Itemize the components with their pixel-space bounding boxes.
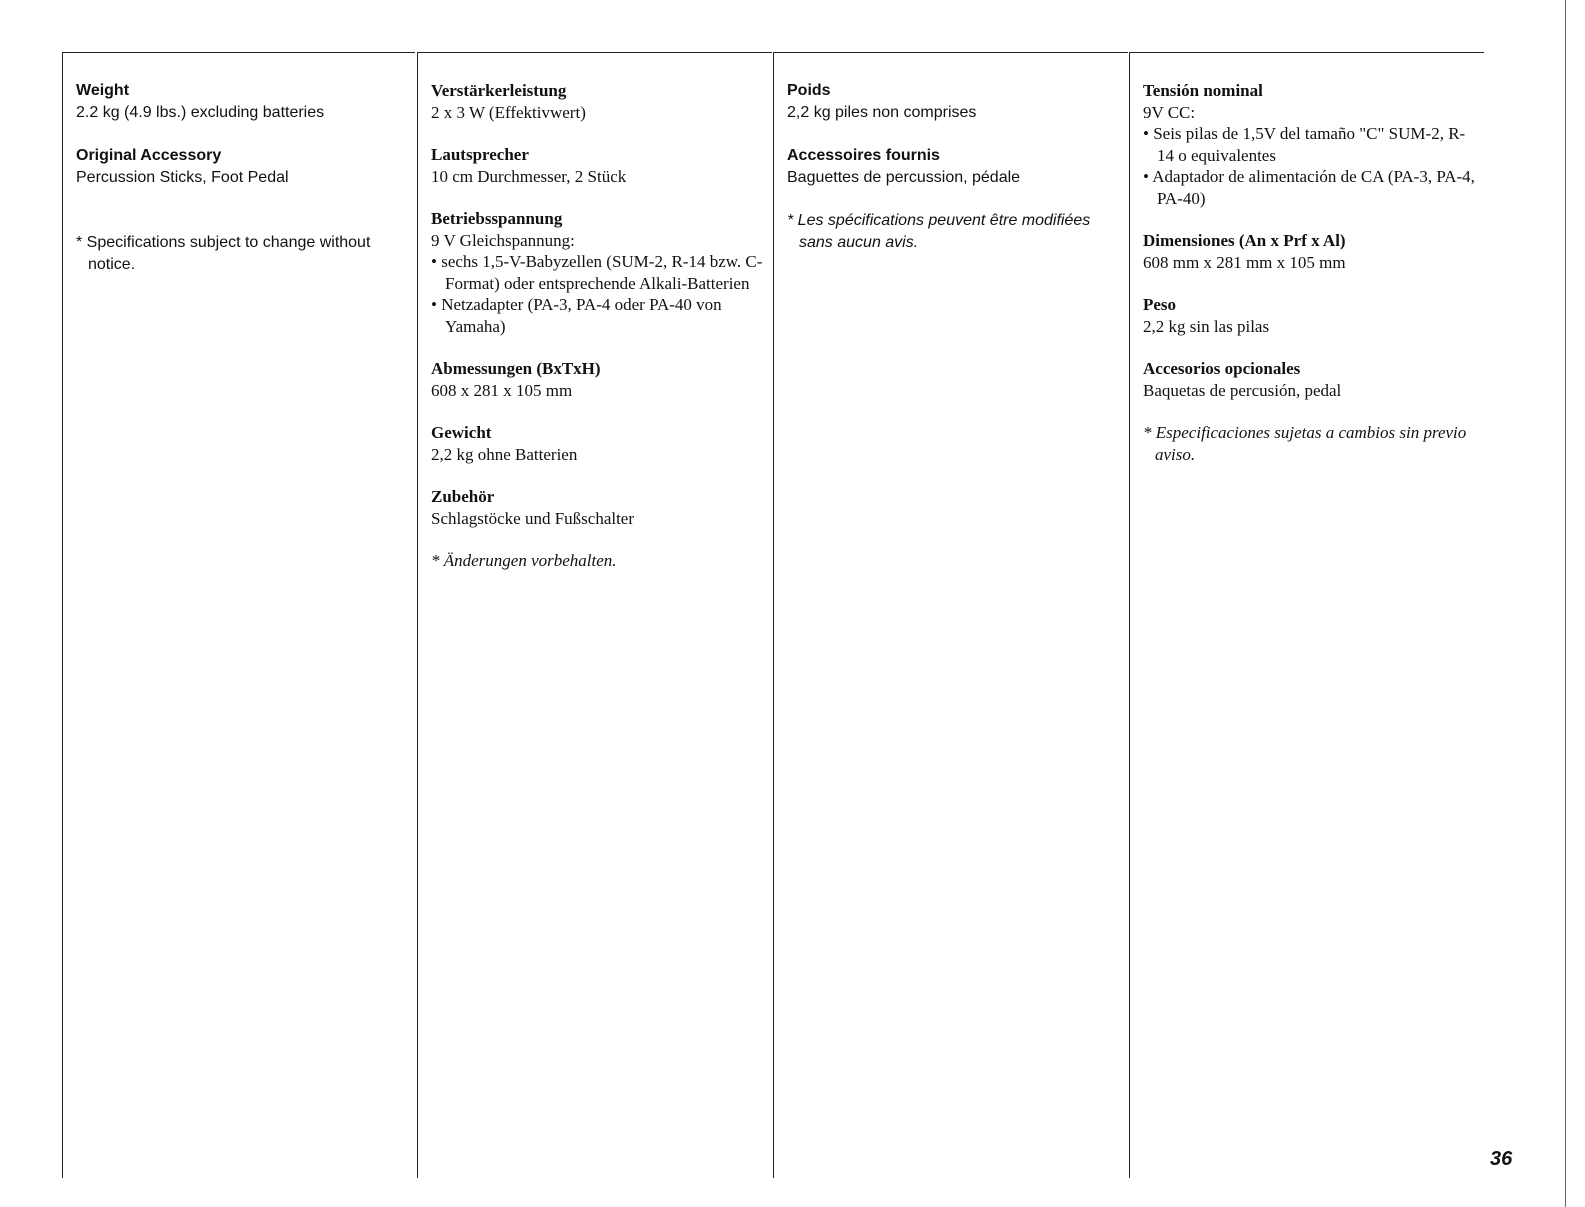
page-number: 36 [1490,1148,1513,1170]
speaker-value: 10 cm Durchmesser, 2 Stück [431,166,627,186]
spec-accessory [787,145,1122,189]
dimensions-value: 608 x 281 x 105 mm [431,380,573,400]
accessory-label: Accessoires fournis [787,147,940,164]
dimensions-label: Dimensiones (An x Prf x Al) [1143,231,1346,250]
spec-weight [1143,294,1478,337]
weight-value: 2,2 kg ohne Batterien [431,444,578,464]
power-value: 9V CC: [1143,102,1196,122]
weight-label: Gewicht [431,423,492,442]
spec-accessory [431,486,766,529]
german-specs [431,80,766,572]
spanish-specs [1143,80,1478,465]
column-french [773,52,1128,1178]
spec-note: * Especificaciones sujetas a cambios sin previo aviso. [1143,423,1467,464]
spec-power [1143,80,1478,209]
weight-label: Peso [1143,295,1177,314]
page-edge-rule [1565,0,1566,1207]
column-german [417,52,772,1178]
accessory-value: Baquetas de percusión, pedal [1143,380,1342,400]
weight-label: Poids [787,82,831,99]
dimensions-label: Abmessungen (BxTxH) [431,359,601,378]
spec-dimensions [1143,230,1478,273]
spec-note: * Les spécifications peuvent être modifiées sans aucun avis. [787,212,1091,251]
power-bullet: • Adaptador de alimentación de CA (PA-3, PA-4, PA-40) [1143,167,1475,208]
spec-speaker [431,144,766,187]
accessory-label: Zubehör [431,487,495,506]
weight-value: 2.2 kg (4.9 lbs.) excluding batteries [76,104,325,121]
weight-value: 2,2 kg sin las pilas [1143,316,1270,336]
spec-accessory [76,145,409,189]
power-bullet: • Seis pilas de 1,5V del tamaño "C" SUM-2, R-14 o equivalentes [1143,124,1466,165]
french-specs [787,80,1122,254]
spec-weight [76,80,409,124]
spec-weight [787,80,1122,124]
spec-accessory [1143,358,1478,401]
speaker-label: Lautsprecher [431,145,529,164]
weight-label: Weight [76,82,130,99]
power-label: Betriebsspannung [431,209,563,228]
power-label: Tensión nominal [1143,81,1263,100]
spec-note: * Specifications subject to change without notice. [76,234,371,273]
spec-power [431,208,766,337]
accessory-value: Schlagstöcke und Fußschalter [431,508,635,528]
column-english [62,52,415,1178]
power-bullet: • Netzadapter (PA-3, PA-4 oder PA-40 von Yamaha) [431,295,722,336]
amp-value: 2 x 3 W (Effektivwert) [431,102,586,122]
column-spanish [1129,52,1484,1178]
spec-weight [431,422,766,465]
accessory-value: Baguettes de percussion, pédale [787,169,1021,186]
weight-value: 2,2 kg piles non comprises [787,104,977,121]
accessory-label: Original Accessory [76,147,222,164]
accessory-label: Accesorios opcionales [1143,359,1301,378]
english-specs [76,80,409,276]
amp-label: Verstärkerleistung [431,81,567,100]
spec-dimensions [431,358,766,401]
dimensions-value: 608 mm x 281 mm x 105 mm [1143,252,1346,272]
power-value: 9 V Gleichspannung: [431,230,575,250]
spec-amplifier [431,80,766,123]
accessory-value: Percussion Sticks, Foot Pedal [76,169,289,186]
power-bullet: • sechs 1,5-V-Babyzellen (SUM-2, R-14 bzw. C-Format) oder entsprechende Alkali-Batterien [431,252,763,293]
spec-note: * Änderungen vorbehalten. [431,551,617,570]
